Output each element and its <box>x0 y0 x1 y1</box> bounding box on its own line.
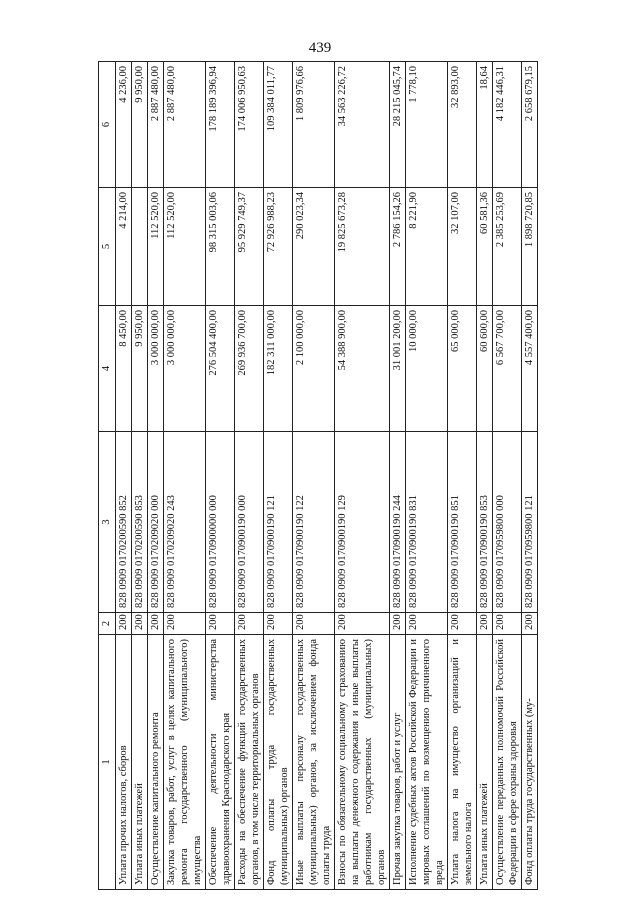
table-row <box>164 62 206 890</box>
header-col-2: 2 <box>99 613 116 635</box>
row-col5-amount-cell: 60 581,36 <box>477 188 493 306</box>
header-col-6: 6 <box>99 62 116 188</box>
row-name-cell: Уплата иных платежей <box>477 635 493 890</box>
row-col4-amount-cell: 3 000 000,00 <box>164 306 206 432</box>
row-col4-amount-cell: 276 504 400,00 <box>206 306 235 432</box>
row-col6-amount-cell: 2 887 480,00 <box>164 62 206 188</box>
table-row <box>293 62 335 890</box>
row-name-cell: Закупка товаров, работ, услуг в целях капитального ремонта государственного (муниципального) имущества <box>164 635 206 890</box>
table-row <box>264 62 293 890</box>
row-col5-amount-cell: 1 898 720,85 <box>522 188 538 306</box>
row-code-2-cell: 200 <box>235 613 264 635</box>
row-budget-code-cell: 828 0909 0170900190 244 <box>390 432 406 613</box>
row-col4-amount-cell: 54 388 900,00 <box>335 306 390 432</box>
table-row <box>132 62 148 890</box>
row-col4-amount-cell: 6 567 700,00 <box>493 306 522 432</box>
row-code-2-cell: 200 <box>335 613 390 635</box>
row-col6-amount-cell: 34 563 226,72 <box>335 62 390 188</box>
row-col4-amount-cell: 60 600,00 <box>477 306 493 432</box>
row-code-2-cell: 200 <box>132 613 148 635</box>
row-col5-amount-cell: 2 385 253,69 <box>493 188 522 306</box>
row-col6-amount-cell: 2 887 480,00 <box>148 62 164 188</box>
table-row <box>235 62 264 890</box>
table-row <box>206 62 235 890</box>
row-name-cell: Уплата налога на имущество организаций и земельного налога <box>448 635 477 890</box>
row-budget-code-cell: 828 0909 0170900190 000 <box>235 432 264 613</box>
header-row <box>99 62 116 890</box>
row-budget-code-cell: 828 0909 0170959800 121 <box>522 432 538 613</box>
row-col6-amount-cell: 28 215 045,74 <box>390 62 406 188</box>
row-col4-amount-cell: 2 100 000,00 <box>293 306 335 432</box>
row-col4-amount-cell: 31 001 200,00 <box>390 306 406 432</box>
table-row <box>406 62 448 890</box>
row-budget-code-cell: 828 0909 0170900190 853 <box>477 432 493 613</box>
row-col5-amount-cell: 2 786 154,26 <box>390 188 406 306</box>
row-budget-code-cell: 828 0909 0170900190 129 <box>335 432 390 613</box>
row-name-cell: Фонд оплаты труда государственных (муниципальных) органов <box>264 635 293 890</box>
row-col6-amount-cell: 174 006 950,63 <box>235 62 264 188</box>
row-col5-amount-cell: 8 221,90 <box>406 188 448 306</box>
row-col4-amount-cell: 65 000,00 <box>448 306 477 432</box>
row-name-cell: Иные выплаты персоналу государственных (муниципальных) органов, за исключением фонда оплаты труда <box>293 635 335 890</box>
row-code-2-cell: 200 <box>293 613 335 635</box>
row-col6-amount-cell: 18,64 <box>477 62 493 188</box>
row-col5-amount-cell: 4 214,00 <box>116 188 132 306</box>
row-name-cell: Расходы на обеспечение функций государственных органов, в том числе территориальных органов <box>235 635 264 890</box>
row-col5-amount-cell: 19 825 673,28 <box>335 188 390 306</box>
row-name-cell: Уплата прочих налогов, сборов <box>116 635 132 890</box>
table-row <box>390 62 406 890</box>
row-code-2-cell: 200 <box>164 613 206 635</box>
row-name-cell: Уплата иных платежей <box>132 635 148 890</box>
row-col6-amount-cell: 2 658 679,15 <box>522 62 538 188</box>
header-col-4: 4 <box>99 306 116 432</box>
row-col6-amount-cell: 4 182 446,31 <box>493 62 522 188</box>
row-budget-code-cell: 828 0909 0170959800 000 <box>493 432 522 613</box>
row-col5-amount-cell <box>132 188 148 306</box>
row-budget-code-cell: 828 0909 0170900190 121 <box>264 432 293 613</box>
row-col5-amount-cell: 112 520,00 <box>148 188 164 306</box>
row-code-2-cell: 200 <box>477 613 493 635</box>
row-code-2-cell: 200 <box>493 613 522 635</box>
row-budget-code-cell: 828 0909 0170900190 851 <box>448 432 477 613</box>
rotated-table-canvas <box>98 62 610 890</box>
row-col6-amount-cell: 1 809 976,66 <box>293 62 335 188</box>
row-col5-amount-cell: 112 520,00 <box>164 188 206 306</box>
row-budget-code-cell: 828 0909 0170900190 122 <box>293 432 335 613</box>
row-col6-amount-cell: 9 950,00 <box>132 62 148 188</box>
row-name-cell: Обеспечение деятельности министерства здравоохранения Краснодарского края <box>206 635 235 890</box>
row-budget-code-cell: 828 0909 0170200590 853 <box>132 432 148 613</box>
row-col4-amount-cell: 269 936 700,00 <box>235 306 264 432</box>
page-number: 439 <box>308 40 332 56</box>
row-budget-code-cell: 828 0909 0170900190 831 <box>406 432 448 613</box>
row-col5-amount-cell: 98 315 003,06 <box>206 188 235 306</box>
row-col4-amount-cell: 3 000 000,00 <box>148 306 164 432</box>
table-row <box>477 62 493 890</box>
table-body <box>116 62 538 890</box>
rotated-table-wrapper <box>98 62 610 890</box>
header-col-5: 5 <box>99 188 116 306</box>
budget-table <box>98 61 538 890</box>
table-row <box>116 62 132 890</box>
row-col6-amount-cell: 4 236,00 <box>116 62 132 188</box>
row-code-2-cell: 200 <box>522 613 538 635</box>
row-budget-code-cell: 828 0909 0170209020 243 <box>164 432 206 613</box>
table-row <box>493 62 522 890</box>
row-col6-amount-cell: 32 893,00 <box>448 62 477 188</box>
header-col-3: 3 <box>99 432 116 613</box>
row-code-2-cell: 200 <box>448 613 477 635</box>
row-col4-amount-cell: 10 000,00 <box>406 306 448 432</box>
row-name-cell: Фонд оплаты труда государственных (му- <box>522 635 538 890</box>
row-code-2-cell: 200 <box>406 613 448 635</box>
table-row <box>522 62 538 890</box>
row-col5-amount-cell: 72 926 988,23 <box>264 188 293 306</box>
row-code-2-cell: 200 <box>264 613 293 635</box>
row-col4-amount-cell: 8 450,00 <box>116 306 132 432</box>
table-row <box>148 62 164 890</box>
row-col5-amount-cell: 95 929 749,37 <box>235 188 264 306</box>
row-name-cell: Исполнение судебных актов Российской Федерации и мировых соглашений по возмещению причиненного вреда <box>406 635 448 890</box>
row-col6-amount-cell: 1 778,10 <box>406 62 448 188</box>
row-budget-code-cell: 828 0909 0170209020 000 <box>148 432 164 613</box>
row-col6-amount-cell: 178 189 396,94 <box>206 62 235 188</box>
row-code-2-cell: 200 <box>206 613 235 635</box>
row-col4-amount-cell: 182 311 000,00 <box>264 306 293 432</box>
row-col5-amount-cell: 32 107,00 <box>448 188 477 306</box>
row-name-cell: Прочая закупка товаров, работ и услуг <box>390 635 406 890</box>
row-name-cell: Осуществление переданных полномочий Российской Федерации в сфере охраны здоровья <box>493 635 522 890</box>
row-budget-code-cell: 828 0909 0170200590 852 <box>116 432 132 613</box>
row-col6-amount-cell: 109 384 011,77 <box>264 62 293 188</box>
header-col-1: 1 <box>99 635 116 890</box>
table-row <box>335 62 390 890</box>
row-name-cell: Взносы по обязательному социальному страхованию на выплаты денежного содержания и иные выплаты работникам государственных (муниципальных) органов <box>335 635 390 890</box>
row-col5-amount-cell: 290 023,34 <box>293 188 335 306</box>
row-col4-amount-cell: 4 557 400,00 <box>522 306 538 432</box>
row-name-cell: Осуществление капитального ремонта <box>148 635 164 890</box>
table-row <box>448 62 477 890</box>
row-budget-code-cell: 828 0909 0170900000 000 <box>206 432 235 613</box>
row-code-2-cell: 200 <box>148 613 164 635</box>
row-code-2-cell: 200 <box>116 613 132 635</box>
row-code-2-cell: 200 <box>390 613 406 635</box>
row-col4-amount-cell: 9 950,00 <box>132 306 148 432</box>
